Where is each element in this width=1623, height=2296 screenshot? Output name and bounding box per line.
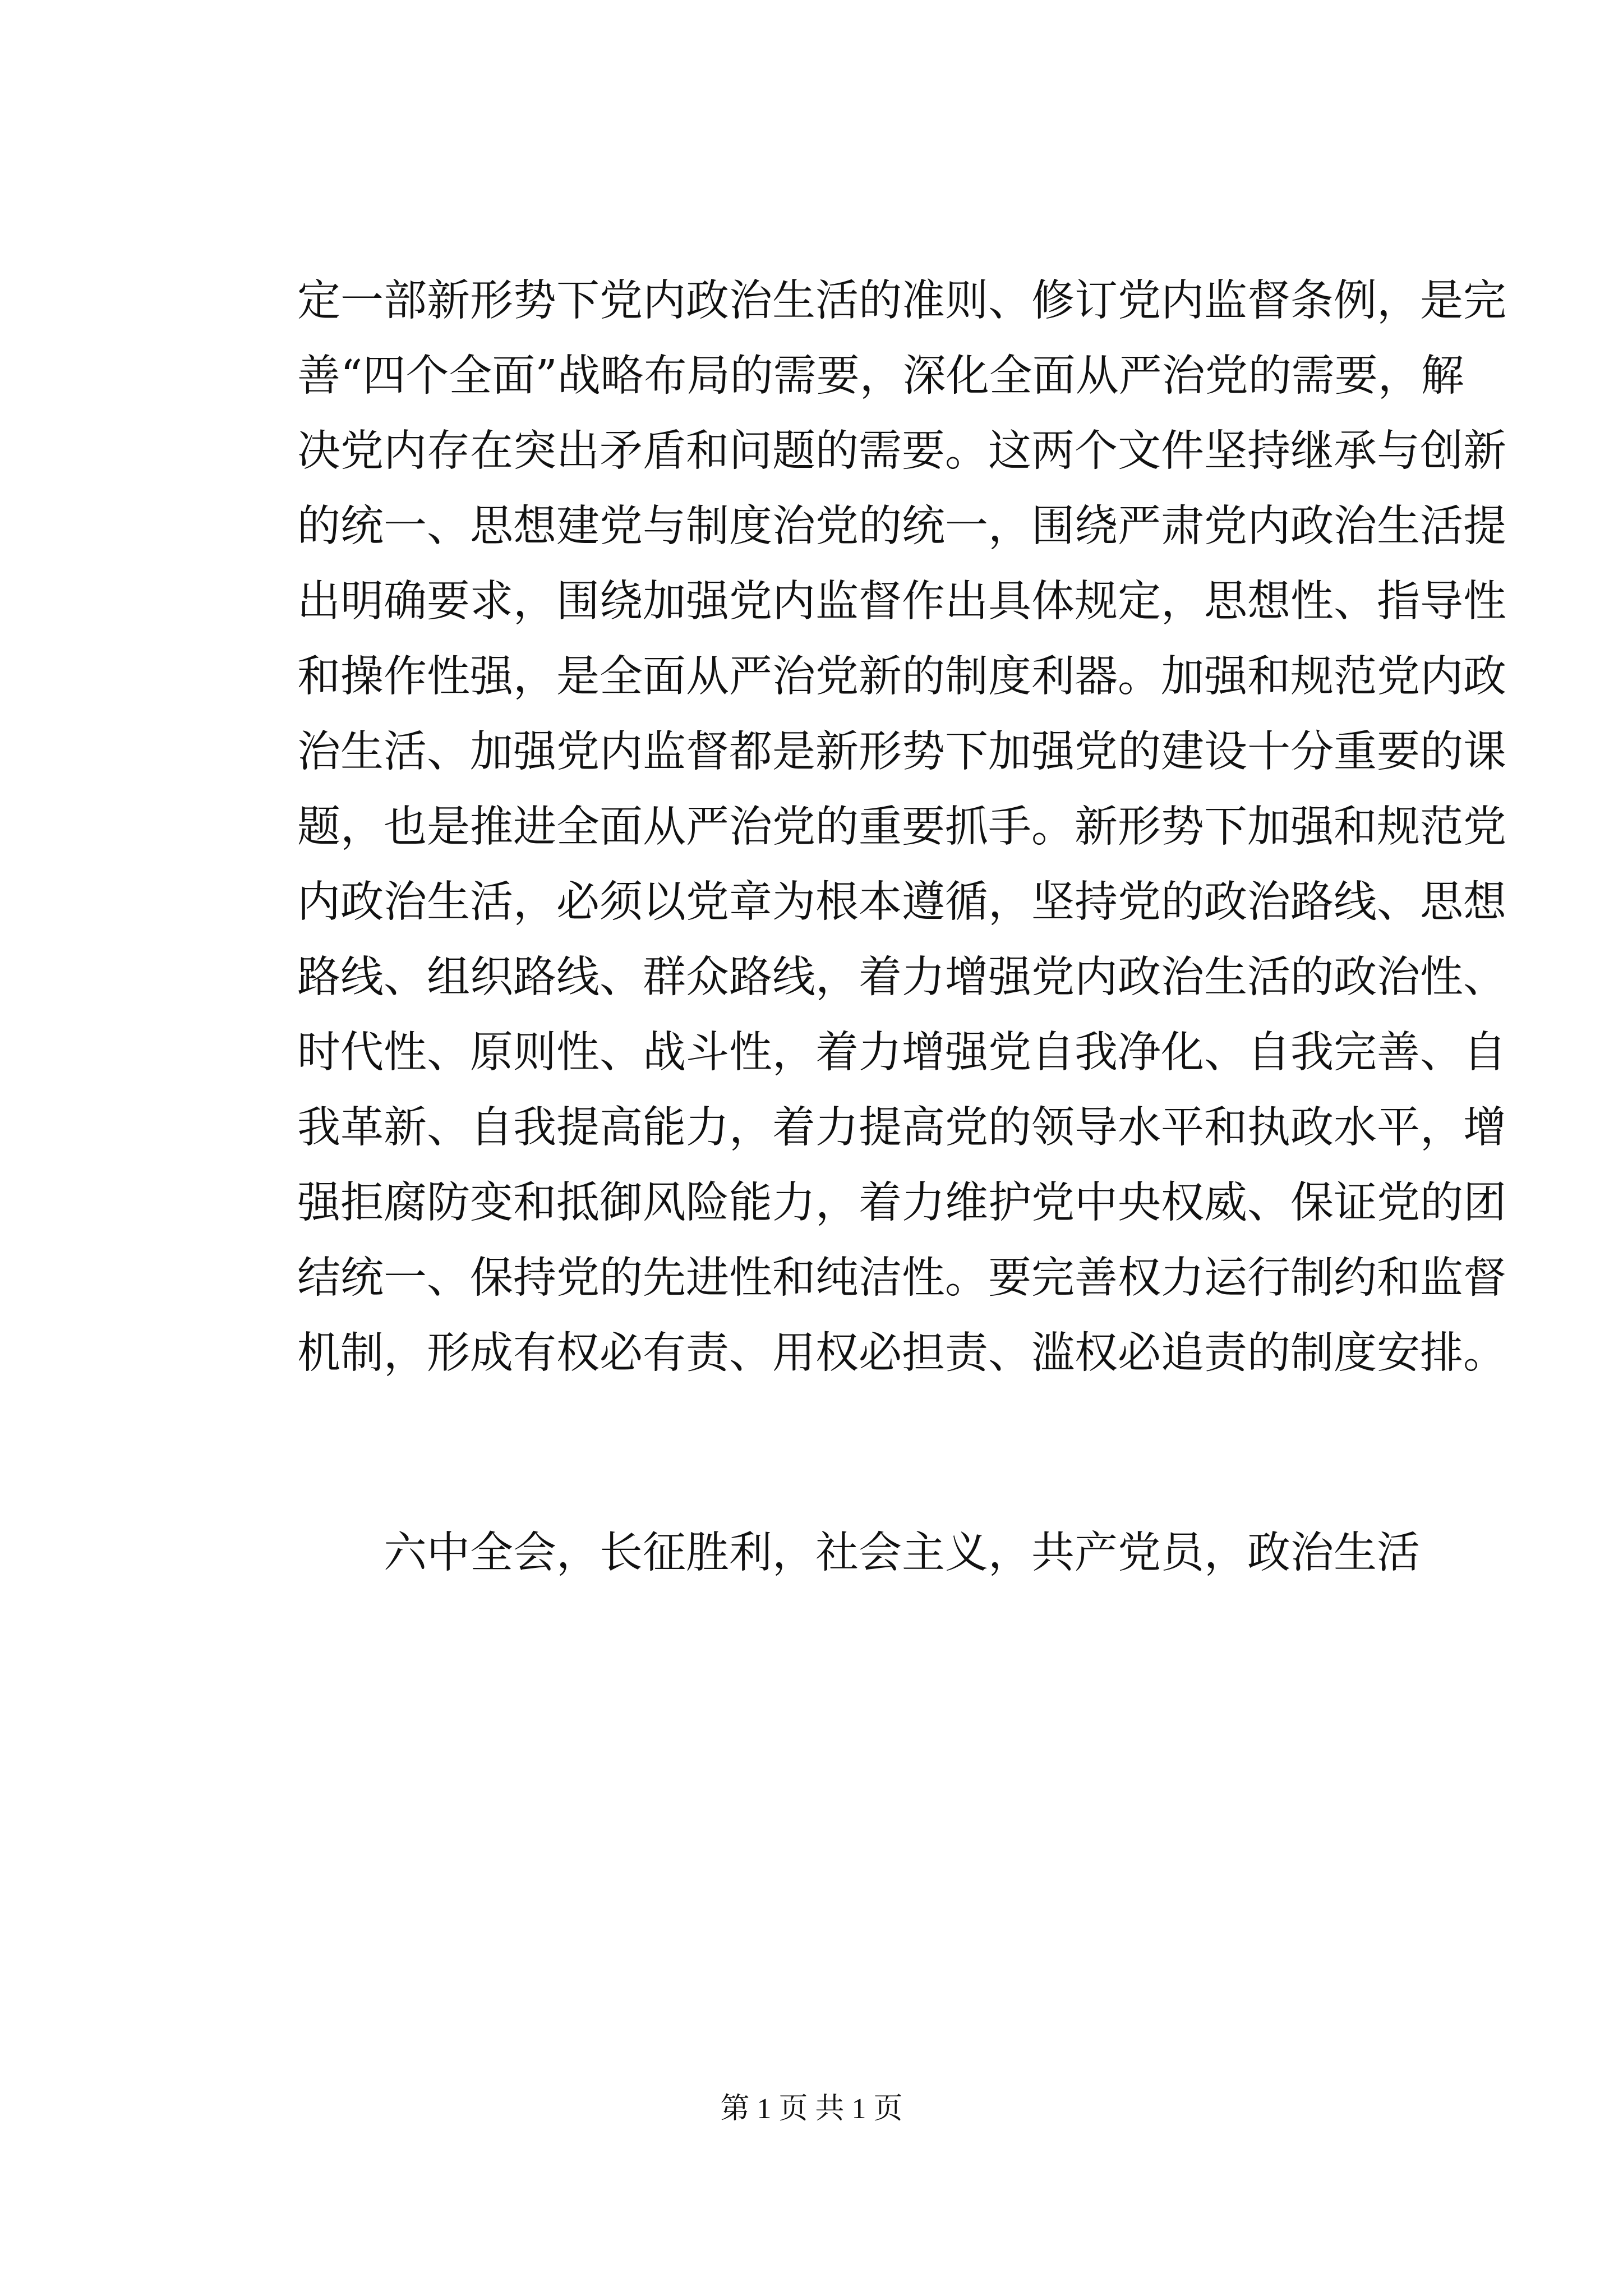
- text-line: 内政治生活，必须以党章为根本遵循，坚持党的政治路线、思想: [297, 877, 1506, 927]
- text-line: 的统一、思想建党与制度治党的统一，围绕严肃党内政治生活提: [297, 501, 1506, 551]
- keywords-line: 六中全会，长征胜利，社会主义，共产党员，政治生活: [384, 1528, 1420, 1578]
- text-line: 路线、组织路线、群众路线，着力增强党内政治生活的政治性、: [297, 953, 1506, 1002]
- text-line: 时代性、原则性、战斗性，着力增强党自我净化、自我完善、自: [297, 1028, 1506, 1078]
- text-line: 定一部新形势下党内政治生活的准则、修订党内监督条例，是完: [297, 276, 1506, 326]
- text-line: 治生活、加强党内监督都是新形势下加强党的建设十分重要的课: [297, 727, 1506, 777]
- text-line: 强拒腐防变和抵御风险能力，着力维护党中央权威、保证党的团: [297, 1178, 1506, 1228]
- text-line: 题，也是推进全面从严治党的重要抓手。新形势下加强和规范党: [297, 802, 1506, 852]
- body-paragraph: [297, 264, 1506, 1391]
- text-line: 和操作性强，是全面从严治党新的制度利器。加强和规范党内政: [297, 652, 1506, 702]
- text-line: 我革新、自我提高能力，着力提高党的领导水平和执政水平，增: [297, 1103, 1506, 1153]
- text-line: 出明确要求，围绕加强党内监督作出具体规定，思想性、指导性: [297, 577, 1506, 627]
- text-line: 机制，形成有权必有责、用权必担责、滥权必追责的制度安排。: [297, 1328, 1506, 1378]
- text-line: 结统一、保持党的先进性和纯洁性。要完善权力运行制约和监督: [297, 1253, 1506, 1303]
- text-line: 决党内存在突出矛盾和问题的需要。这两个文件坚持继承与创新: [297, 426, 1506, 476]
- page-footer: 第 1 页 共 1 页: [720, 2093, 903, 2125]
- text-line: 善“四个全面”战略布局的需要，深化全面从严治党的需要，解: [297, 351, 1464, 401]
